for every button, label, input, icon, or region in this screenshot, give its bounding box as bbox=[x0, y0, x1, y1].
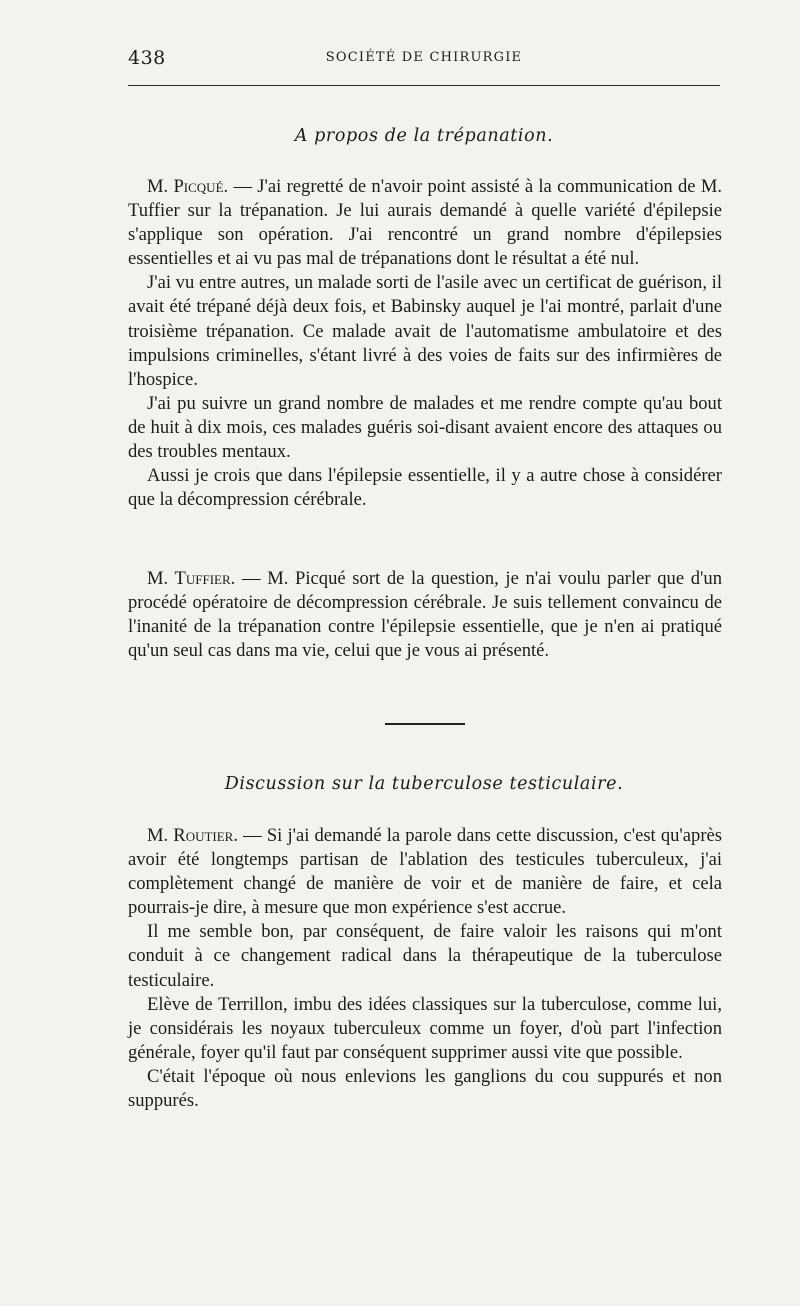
paragraph: J'ai vu entre autres, un malade sorti de l'asile avec un certificat de guérison, il avait été trépané déjà deux fois, et Babinsky auquel je l'ai montré, parlait d'une troisième trépanation. Ce malade avait de l'automatisme ambulatoire et des impulsions criminelles, s'étant livré à des voies de faits sur des infirmières de l'hospice. bbox=[128, 272, 722, 390]
paragraph bbox=[128, 824, 722, 920]
paragraph-text: — J'ai regretté de n'avoir point assisté à la communication de M. Tuffier sur la trépanation. Je lui aurais demandé à quelle variété d'épilepsie s'applique son opération. J'ai rencontré un grand nombre d'épilepsies essentielles et ai vu pas mal de trépanations dont le résultat a été nul. bbox=[128, 176, 723, 270]
paragraph: Aussi je crois que dans l'épilepsie essentielle, il y a autre chose à considérer que la décompression cérébrale. bbox=[128, 465, 722, 511]
paragraph: C'était l'époque où nous enlevions les ganglions du cou suppurés et non suppurés. bbox=[128, 1065, 722, 1112]
speaker-name: M. Routier. bbox=[147, 825, 239, 846]
tuffier-statement bbox=[128, 567, 722, 663]
picque-statement bbox=[128, 175, 722, 512]
page-header bbox=[128, 44, 720, 74]
speaker-name: M. Picqué. bbox=[147, 176, 229, 197]
paragraph: Il me semble bon, par conséquent, de faire valoir les raisons qui m'ont conduit à ce changement radical dans la thérapeutique de la tuberculose testiculaire. bbox=[128, 921, 722, 991]
paragraph-text: — M. Picqué sort de la question, je n'ai voulu parler que d'un procédé opératoire de décompression cérébrale. Je suis tellement convaincu de l'inanité de la trépanation contre l'épilepsie essentielle, que je n'en ai pratiqué qu'un seul cas dans ma vie, celui que je vous ai présenté. bbox=[128, 568, 722, 662]
paragraph: J'ai pu suivre un grand nombre de malades et me rendre compte qu'au bout de huit à dix mois, ces malades guéris soi-disant avaient encore des attaques ou des troubles mentaux. bbox=[128, 392, 722, 463]
section-title-tuberculose: Discussion sur la tuberculose testiculaire. bbox=[224, 774, 624, 794]
routier-statement bbox=[128, 824, 722, 1113]
section-separator bbox=[385, 723, 465, 725]
header-rule bbox=[128, 85, 720, 86]
page-number: 438 bbox=[128, 47, 166, 69]
paragraph-text: — Si j'ai demandé la parole dans cette discussion, c'est qu'après avoir été longtemps partisan de l'ablation des testicules tuberculeux, j'ai complètement changé de manière de voir et de manière de faire, et cela pourrais-je dire, à mesure que mon expérience s'est accrue. bbox=[128, 825, 723, 919]
running-title: SOCIÉTÉ DE CHIRURGIE bbox=[325, 50, 523, 65]
paragraph bbox=[128, 175, 722, 271]
paragraph: Elève de Terrillon, imbu des idées classiques sur la tuberculose, comme lui, je considérais les noyaux tuberculeux comme un foyer, d'où part l'infection générale, foyer qu'il faut par conséquent supprimer aussi vite que possible. bbox=[128, 993, 722, 1063]
section-title-trepanation: A propos de la trépanation. bbox=[294, 126, 554, 146]
speaker-name: M. Tuffier. bbox=[147, 568, 236, 589]
paragraph bbox=[128, 567, 722, 663]
